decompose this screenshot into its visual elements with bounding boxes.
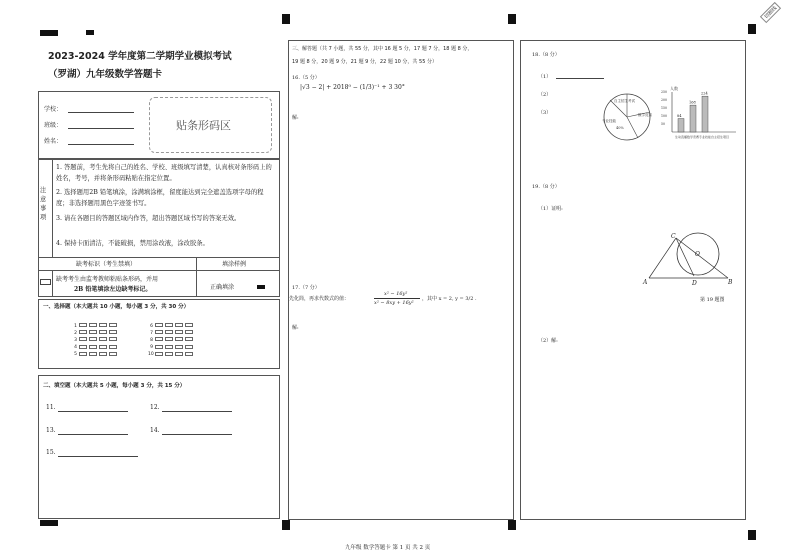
- point-o: O: [695, 251, 700, 258]
- q18-header: 18.（8 分）: [532, 52, 560, 58]
- bar-tick-label: 100: [661, 114, 668, 119]
- choice-row: [72, 323, 117, 329]
- choice-bubble[interactable]: [109, 330, 117, 334]
- q19-figure: [640, 228, 740, 290]
- q19-figure-caption: 第 19 题图: [700, 297, 725, 303]
- pie-label-0: 自主招生考试: [614, 99, 635, 103]
- q17-text: 先化简，再求代数式的值：: [289, 296, 350, 302]
- point-b: B: [728, 279, 733, 286]
- figure-cb: [676, 238, 728, 278]
- absent-text-1: 缺考考生由监考教师粘贴条形码，并用: [56, 276, 159, 283]
- cut-line-label: 切割线: [760, 2, 781, 23]
- section3-title-2: 19 题 8 分，20 题 9 分，21 题 9 分，22 题 10 分，共 55 分）: [292, 59, 437, 65]
- choice-bubble[interactable]: [99, 323, 107, 327]
- choice-row: [72, 330, 117, 336]
- school-label: 学校：: [44, 106, 63, 113]
- choice-bubble[interactable]: [175, 345, 183, 349]
- choice-bubble[interactable]: [165, 330, 173, 334]
- bar-tick-label: 250: [661, 90, 668, 95]
- page-title-line1: 2023-2024 学年度第二学期学业模拟考试: [48, 51, 232, 62]
- bar-category-label: 项目: [723, 135, 730, 139]
- notice-item-3: 3. 请在各题目的答题区域内作答，超出答题区域书写的答案无效。: [56, 215, 241, 222]
- choice-bubble[interactable]: [155, 352, 163, 356]
- section1-title: 一、选择题（本大题共 10 小题，每小题 3 分，共 30 分）: [43, 304, 190, 310]
- choice-number: 4: [74, 345, 77, 351]
- choice-number: 7: [150, 330, 153, 336]
- choice-bubble[interactable]: [155, 345, 163, 349]
- school-input[interactable]: [68, 112, 134, 113]
- page-title-line2: （罗湖）九年级数学答题卡: [48, 69, 163, 80]
- choice-bubble[interactable]: [175, 337, 183, 341]
- blank-15-input[interactable]: [58, 456, 138, 457]
- choice-number: 1: [74, 323, 77, 329]
- notice-row-divider-1: [38, 257, 280, 258]
- bar-mark: [702, 96, 708, 132]
- q17-header: 17.（7 分）: [292, 285, 320, 291]
- choice-bubble[interactable]: [109, 337, 117, 341]
- class-label: 班级：: [44, 122, 63, 129]
- choice-row: [148, 323, 193, 329]
- name-input[interactable]: [68, 144, 134, 145]
- corner-mark-tm: [282, 14, 290, 24]
- choice-bubble[interactable]: [165, 323, 173, 327]
- notice-item-1: 1. 答题前，考生先将自己的姓名、学校、班级填写清楚，认真核对条形码上的姓名，考号，并将条形码粘贴在指定位置。: [56, 164, 272, 182]
- q17-denominator: x² − 8xy + 16y²: [374, 300, 414, 306]
- barcode-label: 贴条形码区: [176, 119, 231, 132]
- pie-label-3: 40%: [616, 126, 624, 130]
- choice-bubble[interactable]: [175, 323, 183, 327]
- figure-ac: [649, 238, 676, 278]
- choice-bubble[interactable]: [99, 330, 107, 334]
- q19-header: 19.（8 分）: [532, 184, 560, 190]
- point-d: D: [692, 280, 697, 287]
- choice-bubble[interactable]: [89, 345, 97, 349]
- choice-number: 10: [148, 352, 154, 358]
- bar-category-label: 数学竞赛: [687, 135, 700, 139]
- choice-bubble[interactable]: [185, 345, 193, 349]
- bar-tick-label: 200: [661, 98, 668, 103]
- fill-correct-label: 正确填涂: [210, 284, 235, 291]
- q17-solve-label: 解:: [292, 325, 299, 331]
- choice-bubble[interactable]: [79, 337, 87, 341]
- q19-part2: （2）解:: [538, 338, 558, 344]
- corner-mark-bm: [282, 520, 290, 530]
- q17-fraction-bar: [374, 298, 420, 299]
- notice-side-label: 注意事项: [40, 187, 47, 221]
- corner-mark-tm2: [508, 14, 516, 24]
- blank-11-input[interactable]: [58, 411, 128, 412]
- bar-tick-label: 50: [661, 122, 666, 127]
- corner-mark-bl: [40, 520, 58, 526]
- q18-part3: （3）: [538, 110, 552, 116]
- bar-value-label: 84: [677, 114, 682, 119]
- choice-bubble[interactable]: [165, 345, 173, 349]
- absent-checkbox[interactable]: [40, 279, 51, 285]
- choice-bubble[interactable]: [165, 337, 173, 341]
- choice-row: [148, 352, 193, 358]
- choice-number: 3: [74, 337, 77, 343]
- notice-col-divider: [196, 257, 197, 297]
- section2-title: 二、填空题（本大题共 5 小题，每小题 3 分，共 15 分）: [43, 383, 186, 389]
- q17-condition: ，其中 x = 2, y = 3/2 .: [422, 296, 477, 302]
- blank-13-label: 13.: [46, 427, 56, 434]
- pie-label-2: 数学竞赛: [638, 113, 652, 117]
- choice-bubble[interactable]: [89, 330, 97, 334]
- choice-row: [148, 330, 193, 336]
- choice-row: [72, 352, 117, 358]
- corner-mark-bm2: [508, 520, 516, 530]
- q16-header: 16.（5 分）: [292, 75, 320, 81]
- choice-bubble[interactable]: [99, 345, 107, 349]
- choice-bubble[interactable]: [79, 330, 87, 334]
- blank-15-label: 15.: [46, 449, 56, 456]
- bar-tick-label: 150: [661, 106, 668, 111]
- notice-item-4: 4. 保持卡面清洁，不能破损，禁用涂改液，涂改胶条。: [56, 240, 209, 247]
- q17-numerator: x² − 16y²: [384, 291, 408, 297]
- choice-row: [148, 345, 193, 351]
- choice-number: 9: [150, 345, 153, 351]
- bar-value-label: 168: [689, 100, 696, 105]
- corner-mark-tl: [40, 30, 58, 36]
- blank-11-label: 11.: [46, 404, 56, 411]
- bar-category-label: 专业技能: [699, 135, 712, 139]
- point-c: C: [671, 233, 676, 240]
- choice-bubble[interactable]: [99, 352, 107, 356]
- choice-bubble[interactable]: [165, 352, 173, 356]
- blank-12-input[interactable]: [162, 411, 232, 412]
- name-label: 姓名：: [44, 138, 63, 145]
- choice-row: [148, 337, 193, 343]
- bar-category-label: 生动直播: [675, 135, 688, 139]
- section3-title-1: 三、解答题（共 7 小题，共 55 分，其中 16 题 5 分，17 题 7 分，18 题 8 分，: [292, 46, 473, 52]
- q16-expression: |√3 − 2| + 2018⁰ − (1/3)⁻¹ + 3 30°: [300, 84, 405, 91]
- page-footer: 九年级 数学答题卡 第 1 页 共 2 页: [345, 545, 431, 551]
- choice-bubble[interactable]: [175, 330, 183, 334]
- blank-14-input[interactable]: [162, 434, 232, 435]
- choice-bubble[interactable]: [109, 352, 117, 356]
- choice-row: [72, 345, 117, 351]
- corner-mark-tr: [748, 24, 756, 34]
- fill-correct-sample: [257, 285, 265, 289]
- choice-bubble[interactable]: [99, 337, 107, 341]
- choice-bubble[interactable]: [109, 345, 117, 349]
- choice-bubble[interactable]: [155, 330, 163, 334]
- blank-13-input[interactable]: [58, 434, 128, 435]
- choice-bubble[interactable]: [155, 337, 163, 341]
- pie-divider-4: [627, 117, 638, 138]
- choice-bubble[interactable]: [185, 323, 193, 327]
- choice-bubble[interactable]: [185, 330, 193, 334]
- choice-bubble[interactable]: [175, 352, 183, 356]
- absent-left-divider: [52, 270, 53, 297]
- section3-box: [288, 40, 514, 520]
- blank-14-label: 14.: [150, 427, 160, 434]
- bar-mark: [690, 105, 696, 132]
- choice-bubble[interactable]: [79, 323, 87, 327]
- class-input[interactable]: [68, 128, 134, 129]
- q18-part2: （2）: [538, 92, 552, 98]
- blank-12-label: 12.: [150, 404, 160, 411]
- corner-mark-tl2: [86, 30, 94, 35]
- choice-number: 8: [150, 337, 153, 343]
- point-a: A: [643, 279, 648, 286]
- choice-bubble[interactable]: [185, 337, 193, 341]
- fill-sample-header: 填涂样例: [222, 261, 247, 268]
- q18-part1-input[interactable]: [556, 78, 604, 79]
- bar-mark: [678, 119, 684, 132]
- bar-value-label: 224: [701, 91, 708, 96]
- choice-number: 2: [74, 330, 77, 336]
- choice-bubble[interactable]: [155, 323, 163, 327]
- choice-bubble[interactable]: [89, 337, 97, 341]
- choice-number: 5: [74, 352, 77, 358]
- notice-item-2: 2. 选择题用2B 铅笔填涂，涂满填涂框，留度能达到完全遮盖选项字母的程度；非选择题用黑色字迹签书写。: [56, 189, 264, 207]
- choice-row: [72, 337, 117, 343]
- choice-bubble[interactable]: [89, 323, 97, 327]
- q16-solve-label: 解:: [292, 115, 299, 121]
- choice-bubble[interactable]: [185, 352, 193, 356]
- choice-bubble[interactable]: [89, 352, 97, 356]
- absent-header: 缺考标识（考生禁填）: [76, 261, 137, 268]
- bar-category-label: 自主招生: [711, 135, 724, 139]
- corner-mark-br: [748, 530, 756, 540]
- notice-row-divider-2: [38, 270, 280, 271]
- section2-box: [38, 375, 280, 519]
- pie-label-1: 专业技能: [602, 119, 616, 123]
- choice-bubble[interactable]: [79, 352, 87, 356]
- choice-bubble[interactable]: [79, 345, 87, 349]
- choice-bubble[interactable]: [109, 323, 117, 327]
- q18-part1: （1）: [538, 74, 552, 80]
- absent-text-2: 2B 铅笔填涂左边缺考标记。: [74, 286, 152, 293]
- notice-side-divider: [52, 159, 53, 257]
- q18-pie-chart: [598, 92, 656, 142]
- q18-bar-chart: [660, 84, 740, 146]
- choice-number: 6: [150, 323, 153, 329]
- bar-axis-label: 人数: [670, 86, 678, 91]
- q19-part1: （1）证明:: [538, 206, 563, 212]
